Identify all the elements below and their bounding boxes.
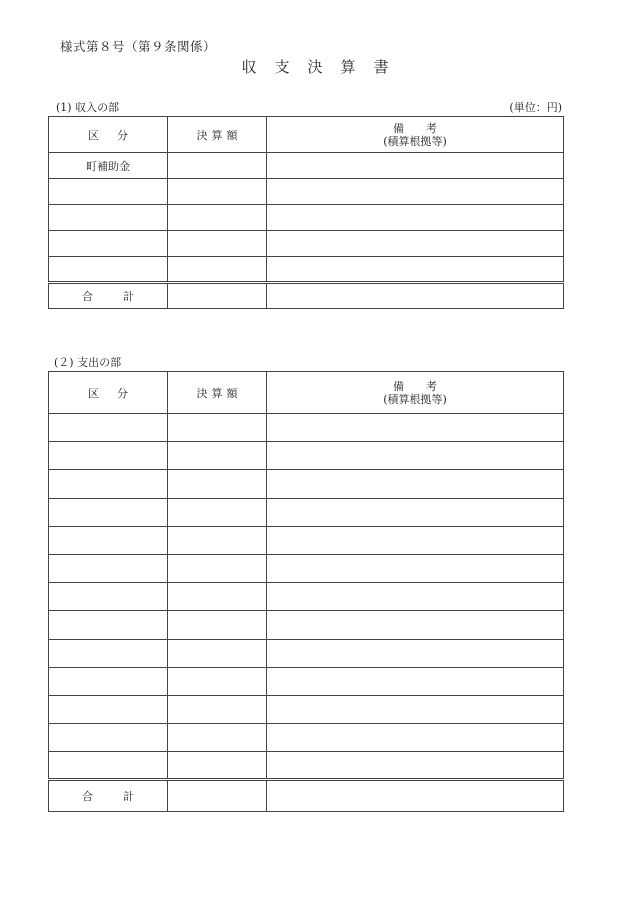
income-row bbox=[49, 257, 564, 283]
income-remarks-cell[interactable] bbox=[267, 179, 564, 205]
income-category-cell[interactable]: 町補助金 bbox=[49, 153, 168, 179]
expense-amount-cell[interactable] bbox=[168, 724, 267, 752]
remarks-header: 備考 (積算根拠等) bbox=[267, 372, 564, 414]
income-section-label: (1) 収入の部 bbox=[56, 101, 120, 114]
expense-amount-cell[interactable] bbox=[168, 498, 267, 526]
category-header: 区分 bbox=[49, 372, 168, 414]
expense-category-cell[interactable] bbox=[49, 554, 168, 582]
expense-row bbox=[49, 695, 564, 723]
expense-category-cell[interactable] bbox=[49, 695, 168, 723]
income-amount-cell[interactable] bbox=[168, 205, 267, 231]
expense-category-cell[interactable] bbox=[49, 667, 168, 695]
expense-amount-cell[interactable] bbox=[168, 752, 267, 780]
expense-remarks-cell[interactable] bbox=[267, 695, 564, 723]
unit-label: (単位：円) bbox=[509, 101, 562, 114]
expense-remarks-cell[interactable] bbox=[267, 583, 564, 611]
form-number: 様式第８号（第９条関係） bbox=[60, 39, 217, 54]
expense-remarks-cell[interactable] bbox=[267, 724, 564, 752]
income-row bbox=[49, 179, 564, 205]
expense-amount-cell[interactable] bbox=[168, 695, 267, 723]
expense-remarks-cell[interactable] bbox=[267, 554, 564, 582]
expense-amount-cell[interactable] bbox=[168, 583, 267, 611]
expense-total-label: 合計 bbox=[49, 780, 168, 812]
income-remarks-cell[interactable] bbox=[267, 153, 564, 179]
expense-category-cell[interactable] bbox=[49, 442, 168, 470]
expense-row bbox=[49, 583, 564, 611]
income-amount-cell[interactable] bbox=[168, 257, 267, 283]
expense-remarks-cell[interactable] bbox=[267, 752, 564, 780]
expense-row bbox=[49, 414, 564, 442]
expense-category-cell[interactable] bbox=[49, 611, 168, 639]
income-row bbox=[49, 153, 564, 179]
income-category-cell[interactable] bbox=[49, 205, 168, 231]
expense-row bbox=[49, 526, 564, 554]
expense-category-cell[interactable] bbox=[49, 526, 168, 554]
expense-amount-cell[interactable] bbox=[168, 442, 267, 470]
remarks-header: 備考 (積算根拠等) bbox=[267, 117, 564, 153]
expense-row bbox=[49, 498, 564, 526]
expense-table bbox=[48, 371, 564, 812]
income-total-label: 合計 bbox=[49, 283, 168, 309]
income-category-cell[interactable] bbox=[49, 257, 168, 283]
income-amount-cell[interactable] bbox=[168, 153, 267, 179]
expense-category-cell[interactable] bbox=[49, 752, 168, 780]
amount-header: 決算額 bbox=[168, 117, 267, 153]
expense-remarks-cell[interactable] bbox=[267, 667, 564, 695]
income-category-cell[interactable] bbox=[49, 231, 168, 257]
expense-row bbox=[49, 724, 564, 752]
expense-row bbox=[49, 667, 564, 695]
expense-amount-cell[interactable] bbox=[168, 611, 267, 639]
expense-row bbox=[49, 554, 564, 582]
income-total-row bbox=[49, 283, 564, 309]
income-total-remarks-cell[interactable] bbox=[267, 283, 564, 309]
expense-category-cell[interactable] bbox=[49, 639, 168, 667]
amount-header: 決算額 bbox=[168, 372, 267, 414]
income-remarks-cell[interactable] bbox=[267, 231, 564, 257]
expense-remarks-cell[interactable] bbox=[267, 470, 564, 498]
expense-row bbox=[49, 470, 564, 498]
income-table bbox=[48, 116, 564, 309]
expense-category-cell[interactable] bbox=[49, 724, 168, 752]
expense-remarks-cell[interactable] bbox=[267, 442, 564, 470]
income-header-row bbox=[49, 117, 564, 153]
expense-total-remarks-cell[interactable] bbox=[267, 780, 564, 812]
expense-amount-cell[interactable] bbox=[168, 554, 267, 582]
expense-row bbox=[49, 442, 564, 470]
expense-row bbox=[49, 752, 564, 780]
expense-amount-cell[interactable] bbox=[168, 414, 267, 442]
income-remarks-cell[interactable] bbox=[267, 205, 564, 231]
income-amount-cell[interactable] bbox=[168, 179, 267, 205]
expense-amount-cell[interactable] bbox=[168, 639, 267, 667]
category-header: 区分 bbox=[49, 117, 168, 153]
expense-row bbox=[49, 611, 564, 639]
expense-rows bbox=[49, 414, 564, 780]
expense-remarks-cell[interactable] bbox=[267, 498, 564, 526]
income-total-amount-cell[interactable] bbox=[168, 283, 267, 309]
expense-amount-cell[interactable] bbox=[168, 470, 267, 498]
expense-category-cell[interactable] bbox=[49, 498, 168, 526]
income-row bbox=[49, 231, 564, 257]
income-category-cell[interactable] bbox=[49, 179, 168, 205]
expense-remarks-cell[interactable] bbox=[267, 611, 564, 639]
expense-category-cell[interactable] bbox=[49, 583, 168, 611]
expense-amount-cell[interactable] bbox=[168, 526, 267, 554]
expense-remarks-cell[interactable] bbox=[267, 414, 564, 442]
income-remarks-cell[interactable] bbox=[267, 257, 564, 283]
expense-amount-cell[interactable] bbox=[168, 667, 267, 695]
income-amount-cell[interactable] bbox=[168, 231, 267, 257]
expense-category-cell[interactable] bbox=[49, 414, 168, 442]
expense-row bbox=[49, 639, 564, 667]
document-title: 収支決算書 bbox=[241, 58, 407, 76]
expense-category-cell[interactable] bbox=[49, 470, 168, 498]
expense-total-amount-cell[interactable] bbox=[168, 780, 267, 812]
expense-remarks-cell[interactable] bbox=[267, 526, 564, 554]
expense-remarks-cell[interactable] bbox=[267, 639, 564, 667]
income-row bbox=[49, 205, 564, 231]
expense-total-row bbox=[49, 780, 564, 812]
expense-section-label: (２) 支出の部 bbox=[54, 356, 122, 369]
expense-header-row bbox=[49, 372, 564, 414]
